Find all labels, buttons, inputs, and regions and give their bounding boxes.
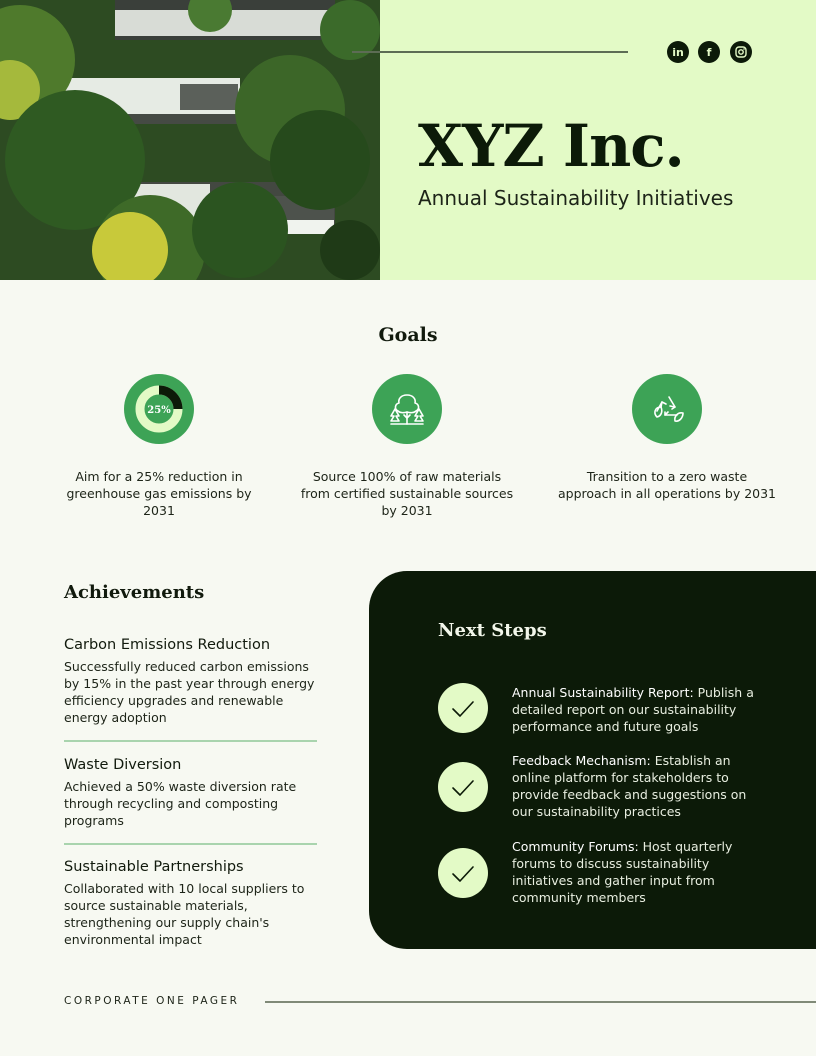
check-icon	[438, 683, 488, 733]
instagram-icon[interactable]	[730, 41, 752, 63]
achievement-item	[64, 637, 319, 726]
footer-divider	[265, 1001, 816, 1003]
next-step-item	[512, 752, 757, 820]
next-step-text: Publish a detailed report on our sustainability performance and future goals	[512, 685, 754, 734]
goal-text: Transition to a zero waste approach in all operations by 2031	[557, 469, 777, 501]
achievement-text: Collaborated with 10 local suppliers to source sustainable materials, strengthening our supply chain's environmental impact	[64, 881, 305, 947]
achievement-item	[64, 757, 319, 829]
goal-text: Aim for a 25% reduction in greenhouse gas emissions by 2031	[66, 469, 252, 518]
donut-percent-label: 25%	[147, 405, 171, 416]
next-step-label: Community Forums:	[512, 839, 639, 854]
achievement-divider	[64, 740, 317, 742]
next-step-item	[512, 838, 757, 906]
goal-text: Source 100% of raw materials from certified sustainable sources by 2031	[300, 469, 514, 518]
header-divider	[352, 51, 628, 53]
next-step-item	[512, 684, 757, 735]
check-icon	[438, 848, 488, 898]
next-step-label: Feedback Mechanism:	[512, 753, 651, 768]
check-icon	[438, 762, 488, 812]
achievement-heading: Carbon Emissions Reduction	[64, 637, 271, 653]
achievement-heading: Sustainable Partnerships	[64, 859, 244, 875]
footer-label: CORPORATE ONE PAGER	[64, 995, 240, 1007]
achievements-heading: Achievements	[64, 582, 205, 603]
achievement-item	[64, 859, 319, 948]
goal-item	[297, 374, 517, 519]
goals-heading: Goals	[378, 324, 438, 346]
linkedin-icon[interactable]: in	[667, 41, 689, 63]
trees-icon	[372, 374, 442, 444]
achievement-text: Successfully reduced carbon emissions by 15% in the past year through energy efficiency upgrades and renewable energy adoption	[64, 659, 315, 725]
facebook-icon[interactable]: f	[698, 41, 720, 63]
donut-chart-icon	[124, 374, 194, 444]
next-step-text: Establish an online platform for stakeholders to provide feedback and suggestions on our sustainability practices	[512, 753, 747, 819]
achievement-heading: Waste Diversion	[64, 757, 182, 773]
recycle-leaf-icon	[632, 374, 702, 444]
goal-item	[49, 374, 269, 519]
goal-item	[557, 374, 777, 502]
next-steps-heading: Next Steps	[438, 620, 547, 641]
next-step-text: Host quarterly forums to discuss sustainability initiatives and gather input from community members	[512, 839, 733, 905]
achievement-text: Achieved a 50% waste diversion rate through recycling and composting programs	[64, 779, 297, 828]
next-step-label: Annual Sustainability Report:	[512, 685, 694, 700]
building-photo	[0, 0, 380, 280]
achievement-divider	[64, 843, 317, 845]
company-subtitle: Annual Sustainability Initiatives	[418, 186, 734, 210]
company-title: XYZ Inc.	[418, 112, 684, 180]
